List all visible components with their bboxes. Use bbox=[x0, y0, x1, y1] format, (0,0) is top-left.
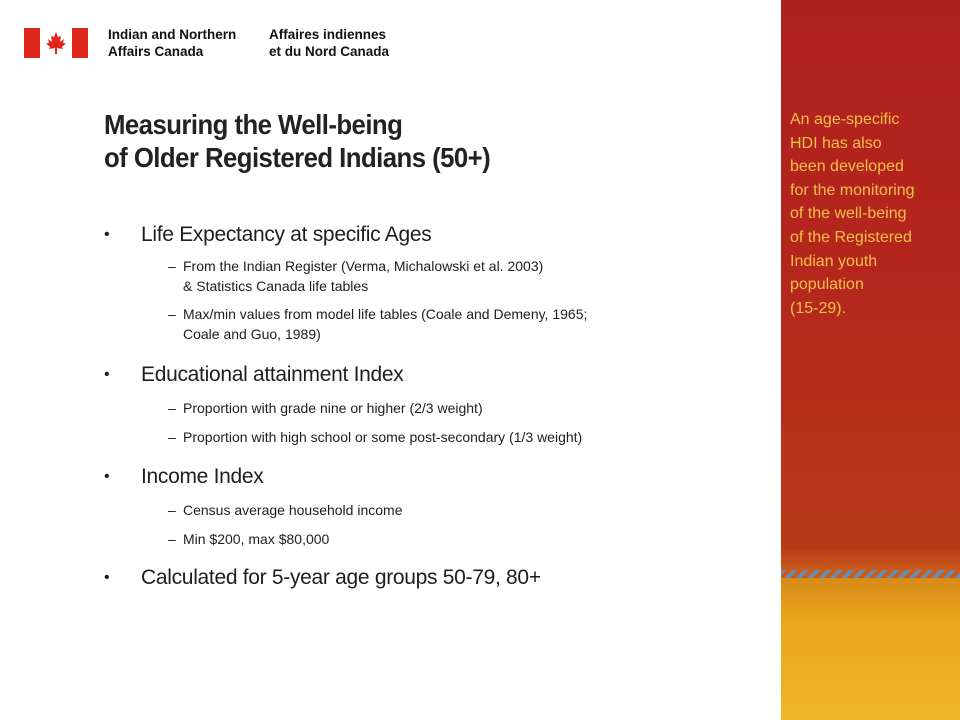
bullet-list bbox=[104, 222, 754, 591]
bullet-text: Income Index bbox=[141, 465, 264, 488]
bullet-item bbox=[104, 565, 754, 591]
side-panel-note bbox=[790, 108, 958, 320]
side-panel-note-line: been developed bbox=[790, 158, 904, 176]
bullet-marker: • bbox=[104, 468, 110, 485]
bullet-marker: • bbox=[104, 366, 110, 383]
department-name-english-line: Affairs Canada bbox=[108, 44, 204, 59]
dash-marker: – bbox=[168, 258, 176, 274]
sub-bullet-text: & Statistics Canada life tables bbox=[183, 278, 369, 294]
side-panel-note-line: for the monitoring bbox=[790, 181, 915, 199]
slide-title bbox=[104, 108, 674, 174]
canada-flag-icon bbox=[24, 28, 88, 58]
bullet-marker: • bbox=[104, 226, 110, 243]
bullet-item bbox=[104, 464, 754, 490]
sub-bullet-text: Max/min values from model life tables (Coale and Demeny, 1965; bbox=[183, 306, 588, 322]
sub-bullet-item bbox=[104, 529, 754, 549]
side-panel-note-line: population bbox=[790, 276, 864, 294]
dash-marker: – bbox=[168, 306, 176, 322]
sub-bullet-item bbox=[104, 256, 754, 296]
side-panel-note-line: Indian youth bbox=[790, 252, 878, 270]
sub-bullet-item bbox=[104, 304, 754, 344]
dash-marker: – bbox=[168, 531, 176, 547]
side-panel-note-line: An age-specific bbox=[790, 111, 900, 128]
sub-bullet-text: Proportion with high school or some post-secondary (1/3 weight) bbox=[183, 429, 583, 445]
department-name-french-line: et du Nord Canada bbox=[269, 44, 390, 59]
bullet-text: Educational attainment Index bbox=[141, 363, 404, 386]
bullet-item bbox=[104, 222, 754, 248]
dash-marker: – bbox=[168, 429, 176, 445]
sub-bullet-text: From the Indian Register (Verma, Michalowski et al. 2003) bbox=[183, 258, 544, 274]
sub-bullet-text: Census average household income bbox=[183, 502, 403, 518]
dash-marker: – bbox=[168, 502, 176, 518]
sub-bullet-text: Coale and Guo, 1989) bbox=[183, 326, 321, 342]
side-panel-lower-band bbox=[781, 578, 960, 720]
side-panel-note-line: of the well-being bbox=[790, 205, 907, 223]
department-name-french bbox=[269, 26, 389, 60]
slide-title-line: Measuring the Well-being bbox=[104, 109, 403, 140]
bullet-item bbox=[104, 362, 754, 388]
dash-marker: – bbox=[168, 400, 176, 416]
department-name-english bbox=[108, 26, 236, 60]
side-panel-note-line: HDI has also bbox=[790, 134, 882, 152]
sub-bullet-item bbox=[104, 427, 754, 447]
bullet-marker: • bbox=[104, 569, 110, 586]
department-name-english-line: Indian and Northern bbox=[108, 27, 237, 42]
slide-title-line: of Older Registered Indians (50+) bbox=[104, 142, 491, 173]
side-panel-note-line: of the Registered bbox=[790, 228, 912, 246]
header bbox=[20, 22, 580, 66]
decorative-stripe bbox=[781, 570, 960, 578]
side-panel bbox=[781, 0, 960, 720]
sub-bullet-item bbox=[104, 500, 754, 520]
sub-bullet-text: Min $200, max $80,000 bbox=[183, 531, 330, 547]
sub-bullet-item bbox=[104, 398, 754, 418]
sub-bullet-text: Proportion with grade nine or higher (2/3 weight) bbox=[183, 400, 483, 416]
department-name-french-line: Affaires indiennes bbox=[269, 27, 387, 42]
side-panel-note-line: (15-29). bbox=[790, 299, 847, 317]
bullet-text: Calculated for 5-year age groups 50-79, 80+ bbox=[141, 566, 541, 589]
bullet-text: Life Expectancy at specific Ages bbox=[141, 223, 432, 246]
